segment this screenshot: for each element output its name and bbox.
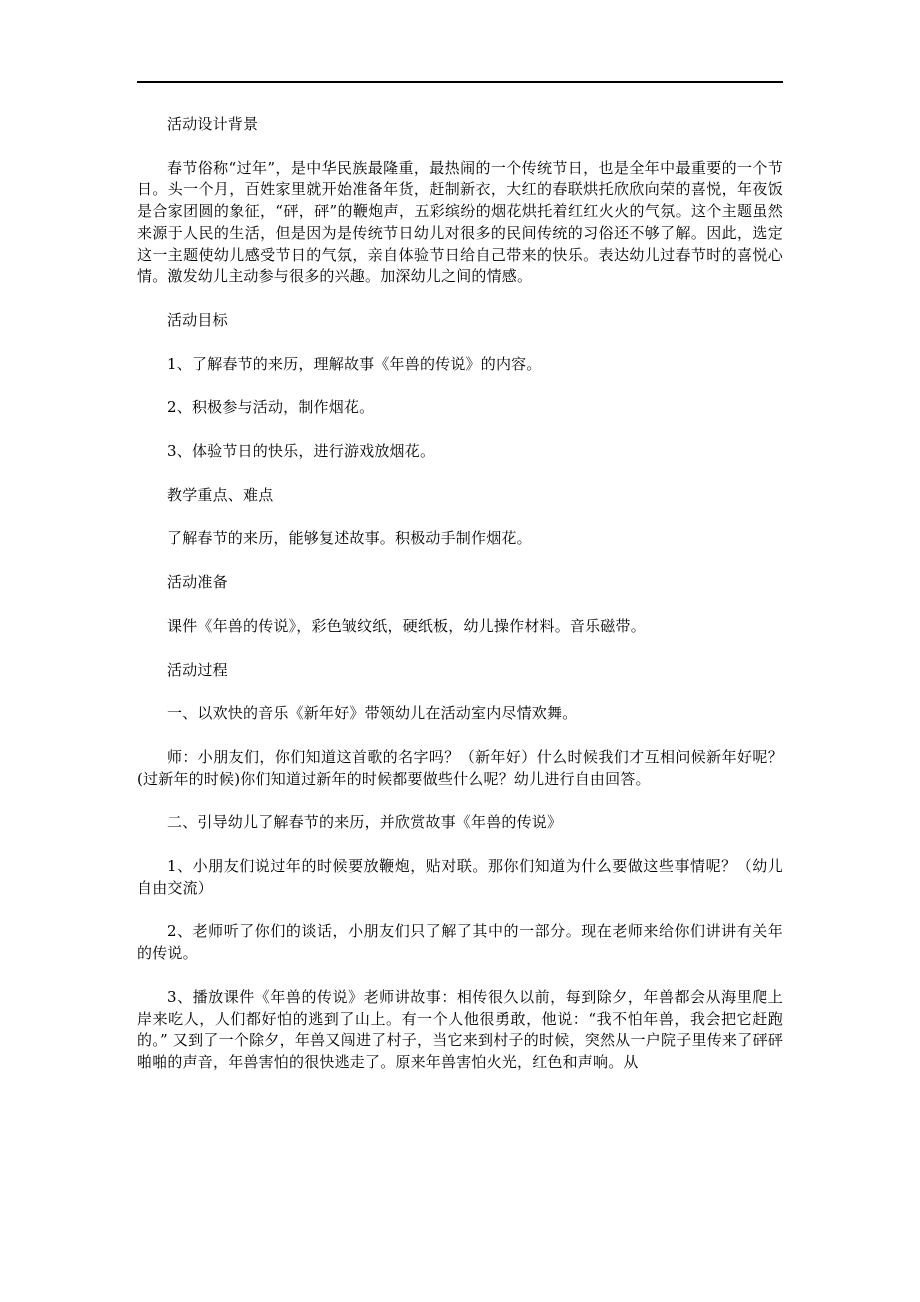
process-dialogue: 师：小朋友们，你们知道这首歌的名字吗？（新年好）什么时候我们才互相问候新年好呢？(过新年的时候)你们知道过新年的时候都要做些什么呢？幼儿进行自由回答。 (137, 747, 783, 788)
paragraph-background-text: 春节俗称“过年”，是中华民族最隆重，最热闹的一个传统节日，也是全年中最重要的一个节日。头一个月，百姓家里就开始准备年货，赶制新衣，大红的春联烘托欣欣向荣的喜悦，年夜饭是合家团圆的象征，“砰，砰”的鞭炮声，五彩缤纷的烟花烘托着红红火火的气氛。这个主题虽然来源于人民的生活，但是因为是传统节日幼儿对很多的民间传统的习俗还不够了解。因此，选定这一主题使幼儿感受节日的气氛，亲自体验节日给自己带来的快乐。表达幼儿过春节时的喜悦心情。激发幼儿主动参与很多的兴趣。加深幼儿之间的情感。 (137, 158, 783, 286)
goal-item-2: 2、积极参与活动，制作烟花。 (167, 398, 375, 417)
process-substep-1: 1、小朋友们说过年的时候要放鞭炮，贴对联。那你们知道为什么要做这些事情呢？（幼儿自由交流） (137, 857, 783, 897)
paragraph-key-points: 了解春节的来历，能够复述故事。积极动手制作烟花。 (167, 529, 532, 548)
heading-process: 活动过程 (167, 660, 228, 679)
heading-key-points: 教学重点、难点 (167, 485, 274, 504)
header-rule (137, 81, 783, 83)
process-substep-2: 2、老师听了你们的谈话，小朋友们只了解了其中的一部分。现在老师来给你们讲讲有关年的传说。 (137, 922, 783, 963)
heading-goals: 活动目标 (167, 310, 228, 329)
process-substep-3: 3、播放课件《年兽的传说》老师讲故事：相传很久以前，每到除夕，年兽都会从海里爬上岸来吃人，人们都好怕的逃到了山上。有一个人他很勇敢，他说：“我不怕年兽，我会把它赶跑的。” 又到了一个除夕，年兽又闯进了村子，当它来到村子的时候，突然从一户院子里传来了砰砰啪啪的声音，年兽害怕的很快逃走了。原来年兽害怕火光，红色和声响。从 (137, 987, 783, 1071)
heading-preparation: 活动准备 (167, 573, 228, 592)
heading-background: 活动设计背景 (167, 115, 259, 133)
process-step-2: 二、引导幼儿了解春节的来历，并欣赏故事《年兽的传说》 (167, 813, 563, 832)
goal-item-1: 1、了解春节的来历，理解故事《年兽的传说》的内容。 (167, 354, 542, 373)
document-body (137, 114, 783, 1096)
goal-item-3: 3、体验节日的快乐，进行游戏放烟花。 (167, 442, 436, 461)
paragraph-preparation: 课件《年兽的传说》，彩色皱纹纸，硬纸板，幼儿操作材料。音乐磁带。 (167, 616, 646, 635)
process-step-1: 一、以欢快的音乐《新年好》带领幼儿在活动室内尽情欢舞。 (167, 704, 578, 723)
